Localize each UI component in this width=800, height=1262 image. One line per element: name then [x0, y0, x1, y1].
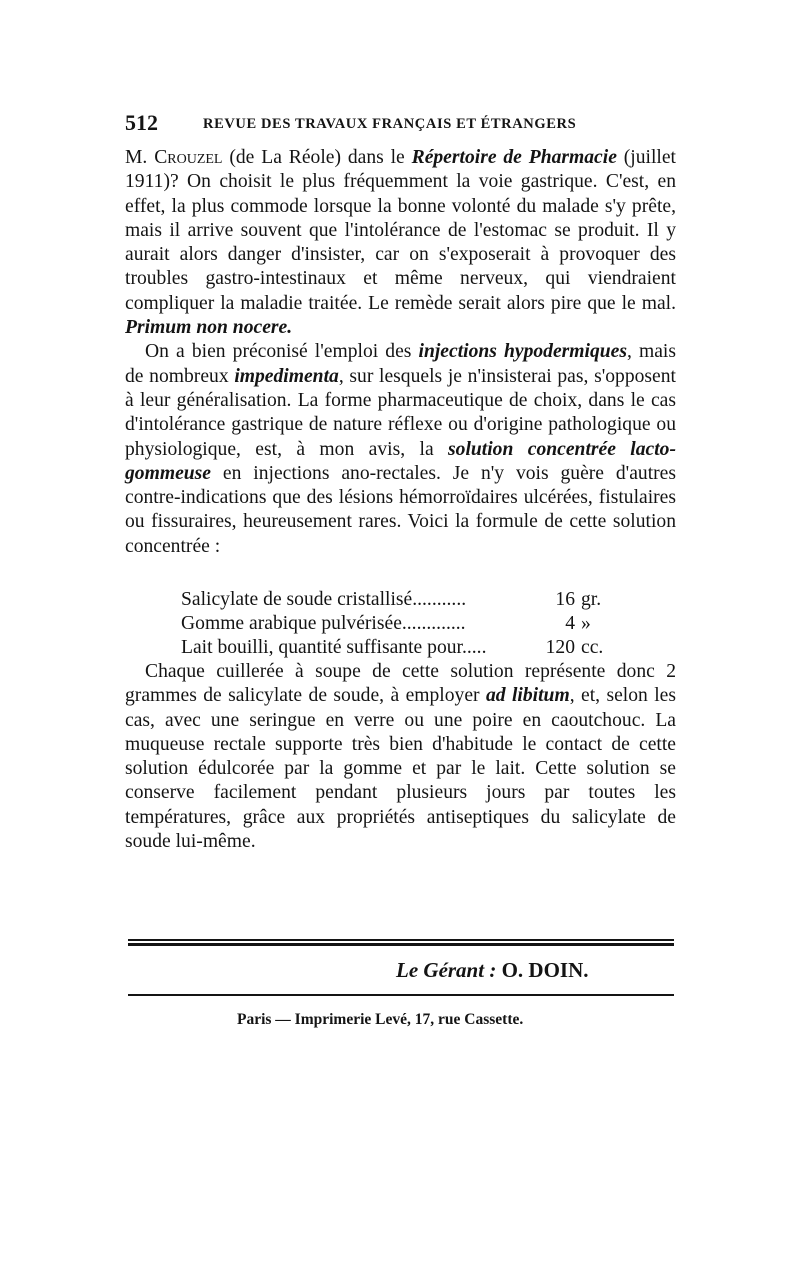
journal-title: Répertoire de Pharmacie: [411, 147, 617, 168]
ingredient-unit: gr.: [581, 589, 602, 610]
paragraph1-text-b: (juillet 1911)? On choisit le plus fréquemment la voie gastrique. C'est, en effet, la plus commode lorsque la bonne volonté du malade s'y prête, mais il arrive souvent que l'intolérance de l'estomac se produit. Il y aurait alors danger d'insister, car on s'exposerait à provoquer des troubles gastro-intestinaux et même nerveux, qui viendraient compliquer la maladie traitée. Le remède serait alors pire que le mal.: [125, 147, 677, 314]
term-solution: solution concentrée lacto-gommeuse: [125, 438, 676, 484]
running-head: REVUE DES TRAVAUX FRANÇAIS ET ÉTRANGERS: [203, 116, 577, 132]
paragraph2-text-d: en injections ano-rectales. Je n'y vois guère d'autres contre-indications que des lésions hémorroïdaires ulcérées, fistulaires ou fissuraires, heureusement rares. Voici la formule de cette solution concentrée :: [125, 462, 676, 557]
ingredient-unit: cc.: [581, 637, 604, 658]
ingredient-unit: »: [581, 613, 591, 634]
latin-maxim: Primum non nocere.: [125, 317, 293, 339]
formula-row: [181, 636, 621, 660]
author-prefix: M.: [125, 147, 155, 168]
page-number: 512: [125, 110, 158, 135]
term-injections: injections hypodermiques: [418, 341, 627, 363]
formula-row: [181, 588, 621, 612]
paragraph1-text-a: (de La Réole) dans le: [222, 147, 412, 168]
single-rule-divider: [128, 994, 674, 996]
ingredient-quantity: 120: [545, 637, 575, 658]
printer-imprint: Paris — Imprimerie Levé, 17, rue Cassette.: [237, 1011, 524, 1028]
ingredient-quantity: 16: [555, 589, 575, 610]
ingredient-quantity: 4: [565, 613, 575, 634]
paragraph-dosage: [125, 660, 676, 854]
paragraph-injections: [125, 340, 676, 559]
author-name: Crouzel: [154, 147, 223, 168]
ingredient-name: Lait bouilli, quantité suffisante pour.....: [181, 637, 487, 658]
ingredient-name: Salicylate de soude cristallisé...........: [181, 589, 467, 610]
ingredient-name: Gomme arabique pulvérisée.............: [181, 613, 466, 634]
signature-label: Le Gérant :: [396, 958, 497, 982]
paragraph2-text-a: On a bien préconisé l'emploi des: [145, 341, 419, 363]
paragraph3-text-b: , et, selon les cas, avec une seringue en verre ou une poire en caoutchouc. La muqueuse rectale supporte très bien d'habitude le contact de cette solution édulcorée par la gomme et par le lait. Cette solution se conserve facilement pendant plusieurs jours par toutes les températures, grâce aux propriétés antiseptiques du salicylate de soude lui-même.: [125, 685, 676, 853]
double-rule-divider: [128, 939, 674, 946]
page-header: [125, 110, 675, 140]
body-text: [125, 146, 676, 559]
paragraph2-text-b: , mais de nombreux: [125, 341, 676, 387]
term-impedimenta: impedimenta: [234, 365, 339, 387]
signature-line: [396, 958, 589, 983]
body-text-continued: [125, 660, 676, 854]
signature-name: O. DOIN.: [496, 958, 589, 982]
formula-table: [181, 588, 621, 660]
term-ad-libitum: ad libitum: [485, 685, 570, 707]
paragraph2-text-c: , sur lesquels je n'insisterai pas, s'opposent à leur généralisation. La forme pharmaceutique de choix, dans le cas d'intolérance gastrique de nature réflexe ou d'origine pathologique ou physiologique, est, à mon avis, la: [125, 365, 676, 460]
paragraph3-text-a: Chaque cuillerée à soupe de cette solution représente donc 2 grammes de salicylate de soude, à employer: [125, 661, 676, 707]
formula-row: [181, 612, 621, 636]
paragraph-crouzel: [125, 146, 676, 340]
